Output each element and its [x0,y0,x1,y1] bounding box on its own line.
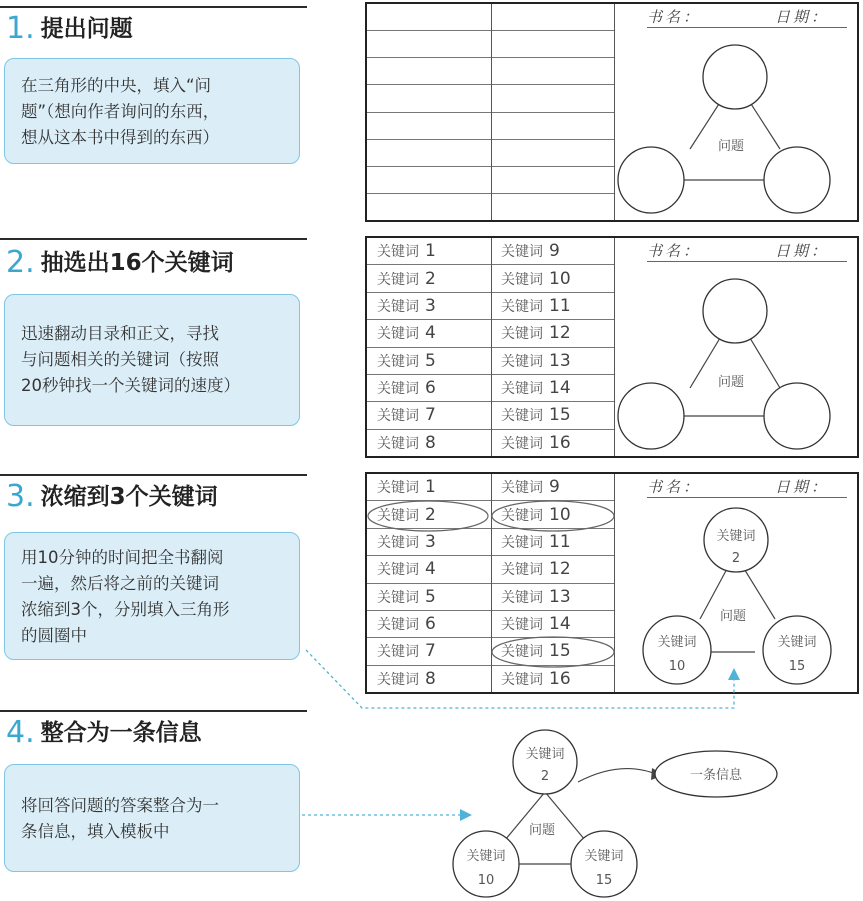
keyword-label: 关键词 [377,644,419,661]
final-right-keyword: 关键词 [584,849,624,864]
question-label: 问题 [719,609,747,624]
keyword-label: 关键词 [501,671,543,688]
left-circle-number: 10 [668,659,686,674]
step-3-title-text: 浓缩到3个关键词 [40,484,218,510]
final-left-number: 10 [477,873,495,888]
keyword-label: 关键词 [501,480,543,497]
top-circle-number: 2 [731,551,741,566]
keyword-number: 7 [425,405,436,426]
keyword-label: 关键词 [377,381,419,398]
keyword-number: 15 [549,641,571,662]
date-label: 日期： [775,242,830,260]
keyword-label: 关键词 [501,435,543,452]
keyword-label: 关键词 [377,298,419,315]
step-3-connector [306,650,734,708]
step-4-connector-arrowhead [460,809,472,821]
final-top-circle [513,730,577,794]
keyword-number: 6 [425,378,436,399]
keyword-number: 10 [549,268,571,289]
keyword-number: 10 [549,504,571,525]
keyword-label: 关键词 [377,271,419,288]
keyword-label: 关键词 [377,244,419,261]
keyword-label: 关键词 [377,534,419,551]
keyword-number: 12 [549,323,571,344]
keyword-label: 关键词 [501,353,543,370]
keyword-label: 关键词 [501,326,543,343]
keyword-number: 2 [425,268,436,289]
top-circle-keyword: 关键词 [716,529,756,544]
keyword-label: 关键词 [501,298,543,315]
keyword-label: 关键词 [501,644,543,661]
step-3-connector-arrowhead [728,668,740,680]
keyword-label: 关键词 [377,408,419,425]
step-3-description: 用10分钟的时间把全书翻阅 一遍，然后将之前的关键词 浓缩到3个，分别填入三角形 的圆圈中 [4,532,300,660]
step-2-description: 迅速翻动目录和正文，寻找 与问题相关的关键词（按照 20秒钟找一个关键词的速度） [4,294,300,426]
final-top-keyword: 关键词 [525,747,565,762]
final-top-number: 2 [540,769,550,784]
step-1-description: 在三角形的中央，填入“问 题”（想向作者询问的东西， 想从这本书中得到的东西） [4,58,300,164]
keyword-label: 关键词 [377,507,419,524]
final-question-label: 问题 [528,823,556,838]
keyword-label: 关键词 [377,326,419,343]
book-name-label: 书名： [647,8,702,26]
keyword-number: 1 [425,477,436,498]
step-2-number: 2. [6,245,35,280]
step-4-number: 4. [6,715,35,750]
keyword-label: 关键词 [501,589,543,606]
keyword-number: 2 [425,504,436,525]
final-triangle-diagram [453,730,777,897]
keyword-label: 关键词 [377,353,419,370]
keyword-label: 关键词 [377,589,419,606]
right-circle-keyword: 关键词 [777,635,817,650]
step-3-number: 3. [6,479,35,514]
keyword-label: 关键词 [501,381,543,398]
step-1-title-text: 提出问题 [40,16,133,42]
keyword-label: 关键词 [501,271,543,288]
keyword-label: 关键词 [501,507,543,524]
keyword-number: 13 [549,350,571,371]
keyword-number: 5 [425,350,436,371]
message-arrow [578,769,656,782]
keyword-number: 3 [425,295,436,316]
step-4-description: 将回答问题的答案整合为一 条信息，填入模板中 [4,764,300,872]
keyword-number: 16 [549,432,571,453]
step-2-title-text: 抽选出16个关键词 [40,250,234,276]
keyword-label: 关键词 [501,408,543,425]
keyword-number: 14 [549,378,571,399]
keyword-number: 5 [425,586,436,607]
keyword-number: 6 [425,614,436,635]
keyword-number: 3 [425,531,436,552]
keyword-number: 8 [425,668,436,689]
message-label: 一条信息 [689,768,743,783]
keyword-number: 4 [425,323,436,344]
keyword-number: 11 [549,295,571,316]
book-name-label: 书名： [647,242,702,260]
keyword-label: 关键词 [501,244,543,261]
keyword-number: 13 [549,586,571,607]
keyword-label: 关键词 [377,617,419,634]
keyword-number: 4 [425,559,436,580]
keyword-label: 关键词 [501,562,543,579]
keyword-number: 1 [425,241,436,262]
book-name-label: 书名： [647,478,702,496]
keyword-number: 11 [549,531,571,552]
keyword-label: 关键词 [501,534,543,551]
date-label: 日期： [775,478,830,496]
keyword-number: 12 [549,559,571,580]
keyword-number: 9 [549,241,560,262]
keyword-label: 关键词 [377,562,419,579]
step-1-number: 1. [6,11,35,46]
final-right-number: 15 [595,873,613,888]
keyword-number: 8 [425,432,436,453]
keyword-number: 14 [549,614,571,635]
keyword-label: 关键词 [377,480,419,497]
final-left-keyword: 关键词 [466,849,506,864]
right-circle-number: 15 [788,659,806,674]
question-label: 问题 [717,375,745,390]
left-circle-keyword: 关键词 [657,635,697,650]
keyword-label: 关键词 [501,617,543,634]
keyword-number: 15 [549,405,571,426]
keyword-number: 16 [549,668,571,689]
keyword-label: 关键词 [377,671,419,688]
question-label: 问题 [717,139,745,154]
keyword-label: 关键词 [377,435,419,452]
keyword-number: 7 [425,641,436,662]
step-4-title-text: 整合为一条信息 [40,720,202,746]
date-label: 日期： [775,8,830,26]
keyword-number: 9 [549,477,560,498]
